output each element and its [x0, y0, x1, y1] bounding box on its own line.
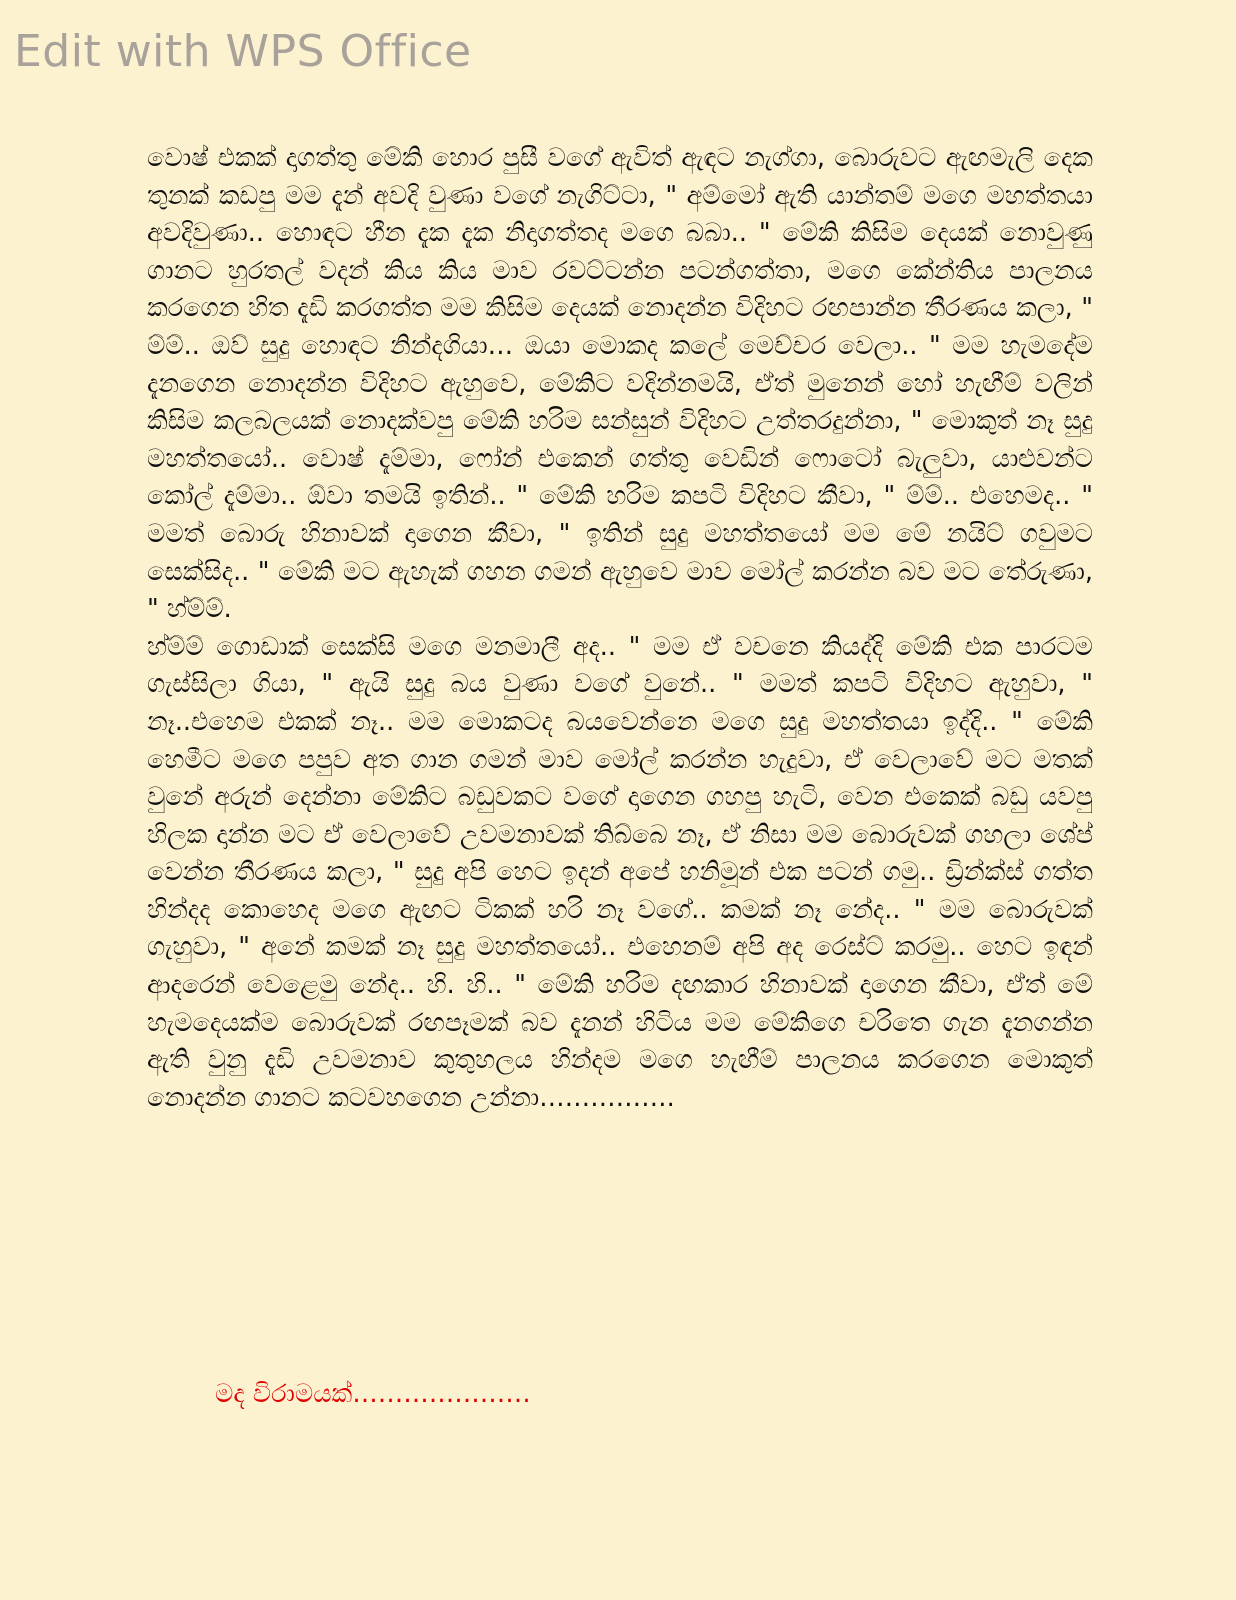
story-paragraph-2: හ්ම්ම් ගොඩාක් සෙක්සි මගෙ මනමාලී අද.. " මම ඒ වචනෙ කියද්දි මේකි එක පාරටම ගැස්සිලා ගියා, " ඇයි සුදු බය වුණා වගේ වුනේ.. " මමත් කපටි විදිහට ඇහුවා, " නෑ..එහෙම එකක් නෑ.. මම මොකටද බයවෙන්නෙ මගෙ සුදු මහත්තයා ඉද්දි.. " මේකි හෙමීට මගෙ පපුව අත ගාන ගමන් මාව මෝල් කරන්න හැදුවා, ඒ වෙලාවේ මට මතක් වුනේ අරුන් දෙන්නා මේකිට බඩුවකට වගේ දාගෙන ගහපු හැටි, වෙන එකෙක් බඩු යවපු හිලක දාන්න මට ඒ වෙලාවේ උවමනාවක් තිබ්බෙ නෑ, ඒ නිසා මම බොරුවක් ගහලා ශේප් වෙන්න තීරණය කලා, " සුදු අපි හෙට ඉදන් අපේ හනිමූන් එක පටන් ගමු.. ඩ්‍රින්ක්ස් ගත්ත හින්දද කොහෙද මගෙ ඇඟට ටිකක් හරි නෑ වගේ.. කමක් නෑ නේද.. " මම බොරුවක් ගැහුවා, " අනේ කමක් නෑ සුදු මහත්තයෝ.. එහෙනම් අපි අද රෙස්ට් කරමු.. හෙට ඉඳන් ආදරෙන් වෙළෙමු නේද.. හි. හි.. " මේකි හරිම දඟකාර හිනාවක් දාගෙන කීවා, ඒත් මේ හැමදෙයක්ම බොරුවක් රඟපෑමක් බව දැනන් හිටිය මම මේකිගෙ චරිතෙ ගැන දැනගන්න ඇති වුනු දැඩි උවමනාව කුතුහලය හින්දම මගෙ හැඟීම් පාලනය කරගෙන මොකුත් නොදන්න ගානට කටවහගෙන උන්නා…………….	[147, 631, 1093, 1113]
wps-watermark: Edit with WPS Office	[14, 26, 472, 77]
story-paragraph-1: වොෂ් එකක් දාගත්තු මේකි හොර පුසී වගේ ඇවිත් ඇඳට නැග්ගා, බොරුවට ඇඟමැලි දෙක තුනක් කඩපු මම දැන් අවදි වුණා වගේ නැගිට්ටා, " අම්මෝ ඇති යාන්තම් මගෙ මහත්තයා අවදිවුණා.. හොඳට හීන දැක දැක නිදාගත්තද මගෙ බබා.. " මේකි කිසිම දෙයක් නොවුණු ගානට හුරතල් වදන් කිය කිය මාව රවට්ටන්න පටන්ගත්තා, මගෙ කේන්තිය පාලනය කරගෙන හිත දැඩි කරගත්ත මම කිසිම දෙයක් නොදන්න විදිහට රඟපාන්න තීරණය කලා, " ම්ම්.. ඔව් සුදු හොඳට නින්දගියා… ඔයා මොකද කලේ මෙච්චර වෙලා.. " මම හැමදේම දැනගෙන නොදන්න විදිහට ඇහුවෙ, මේකිට වදින්නමයි, ඒත් මුනෙන් හෝ හැඟීම් වලින් කිසිම කලබලයක් නොදක්වපු මේකි හරිම සන්සුන් විදිහට උත්තරදුන්නා, " මොකුත් නෑ සුදු මහත්තයෝ.. වොෂ් දැම්මා, ෆෝන් එකෙන් ගත්තු වෙඩින් ෆොටෝ බැලුවා, යාළුවන්ට කෝල් දැම්මා.. ඕවා තමයි ඉතින්.. " මේකි හරිම කපටි විදිහට කීවා, " ම්ම්.. එහෙමද.. " මමත් බොරු හිනාවක් දාගෙන කීවා, " ඉතින් සුදු මහත්තයෝ මම මේ නයිට් ගවුමට සෙක්සිද.. " මේකි මට ඇහැක් ගහන ගමන් ඇහුවෙ මාව මෝල් කරන්න බව මට තේරුණා, " හ්ම්ම්.	[147, 143, 1093, 625]
closing-line: මද විරාමයක්…………………	[215, 1379, 531, 1409]
story-body	[147, 140, 1093, 1117]
